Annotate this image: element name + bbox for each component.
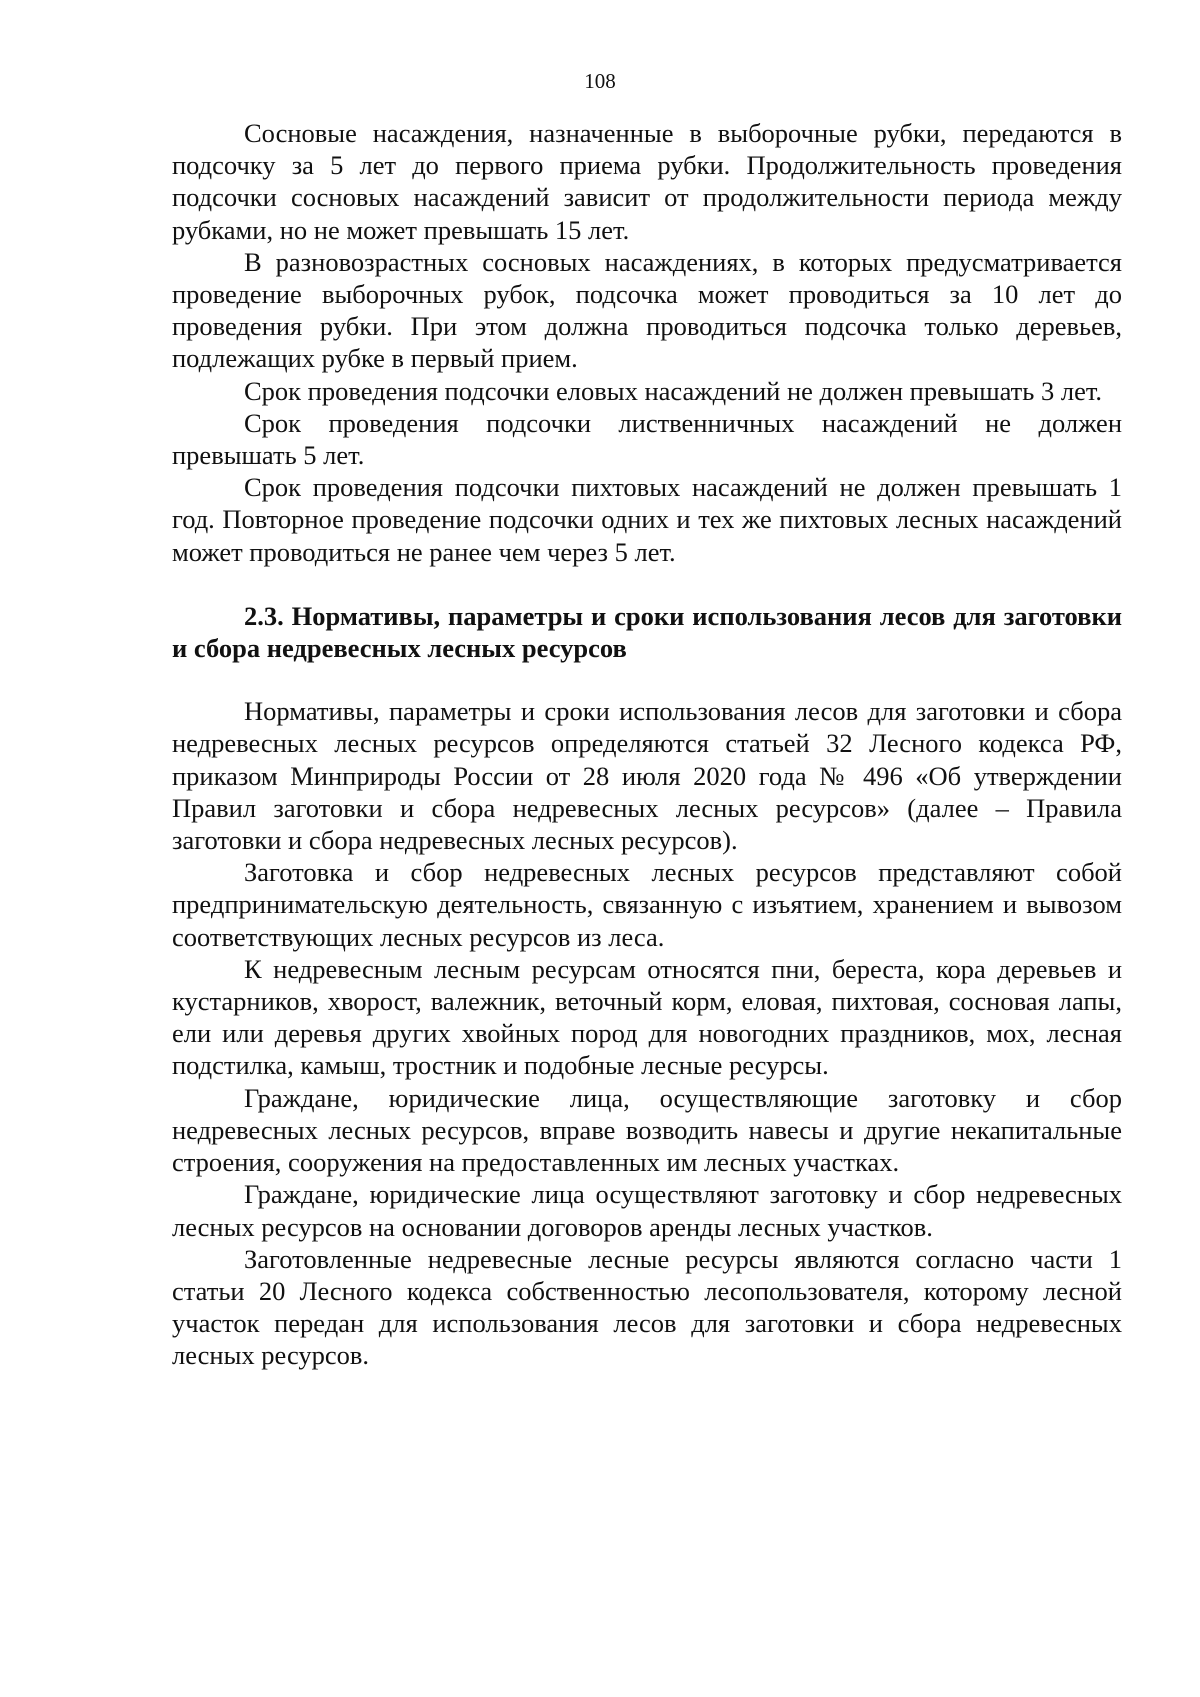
paragraph: Граждане, юридические лица, осуществляющие заготовку и сбор недревесных лесных ресурсов, вправе возводить навесы и другие некапитальные строения, сооружения на предоставленных им лесных участках.	[172, 1082, 1122, 1178]
paragraph: Срок проведения подсочки лиственничных насаждений не должен превышать 5 лет.	[172, 407, 1122, 471]
paragraph: Заготовленные недревесные лесные ресурсы являются согласно части 1 статьи 20 Лесного кодекса собственностью лесопользователя, которому лесной участок передан для использования лесов для заготовки и сбора недревесных лесных ресурсов.	[172, 1243, 1122, 1371]
paragraph: Срок проведения подсочки еловых насаждений не должен превышать 3 лет.	[244, 375, 1103, 406]
paragraph: Сосновые насаждения, назначенные в выборочные рубки, передаются в подсочку за 5 лет до первого приема рубки. Продолжительность проведения подсочки сосновых насаждений зависит от продолжительности периода между рубками, но не может превышать 15 лет.	[172, 118, 1122, 245]
paragraph: В разновозрастных сосновых насаждениях, в которых предусматривается проведение выборочных рубок, подсочка может проводиться за 10 лет до проведения рубки. При этом должна проводиться подсочка только деревьев, подлежащих рубке в первый прием.	[172, 246, 1122, 374]
section-heading: 2.3. Нормативы, параметры и сроки использования лесов для заготовки и сбора недревесных лесных ресурсов	[172, 600, 1122, 664]
page-number: 108	[584, 69, 616, 93]
paragraph: Граждане, юридические лица осуществляют заготовку и сбор недревесных лесных ресурсов на основании договоров аренды лесных участков.	[172, 1179, 1122, 1242]
paragraph: Срок проведения подсочки пихтовых насаждений не должен превышать 1 год. Повторное проведение подсочки одних и тех же пихтовых лесных насаждений может проводиться не ранее чем через 5 лет.	[172, 472, 1122, 567]
page-content	[172, 117, 1122, 1372]
paragraph: К недревесным лесным ресурсам относятся пни, береста, кора деревьев и кустарников, хворост, валежник, веточный корм, еловая, пихтовая, сосновая лапы, ели или деревья других хвойных пород для новогодних праздников, мох, лесная подстилка, камыш, тростник и подобные лесные ресурсы.	[172, 953, 1122, 1081]
paragraph: Нормативы, параметры и сроки использования лесов для заготовки и сбора недревесных лесных ресурсов определяются статьей 32 Лесного кодекса РФ, приказом Минприроды России от 28 июля 2020 года № 496 «Об утверждении Правил заготовки и сбора недревесных лесных ресурсов» (далее – Правила заготовки и сбора недревесных лесных ресурсов).	[172, 696, 1122, 856]
paragraph: Заготовка и сбор недревесных лесных ресурсов представляют собой предпринимательскую деятельность, связанную с изъятием, хранением и вывозом соответствующих лесных ресурсов из леса.	[172, 857, 1122, 952]
